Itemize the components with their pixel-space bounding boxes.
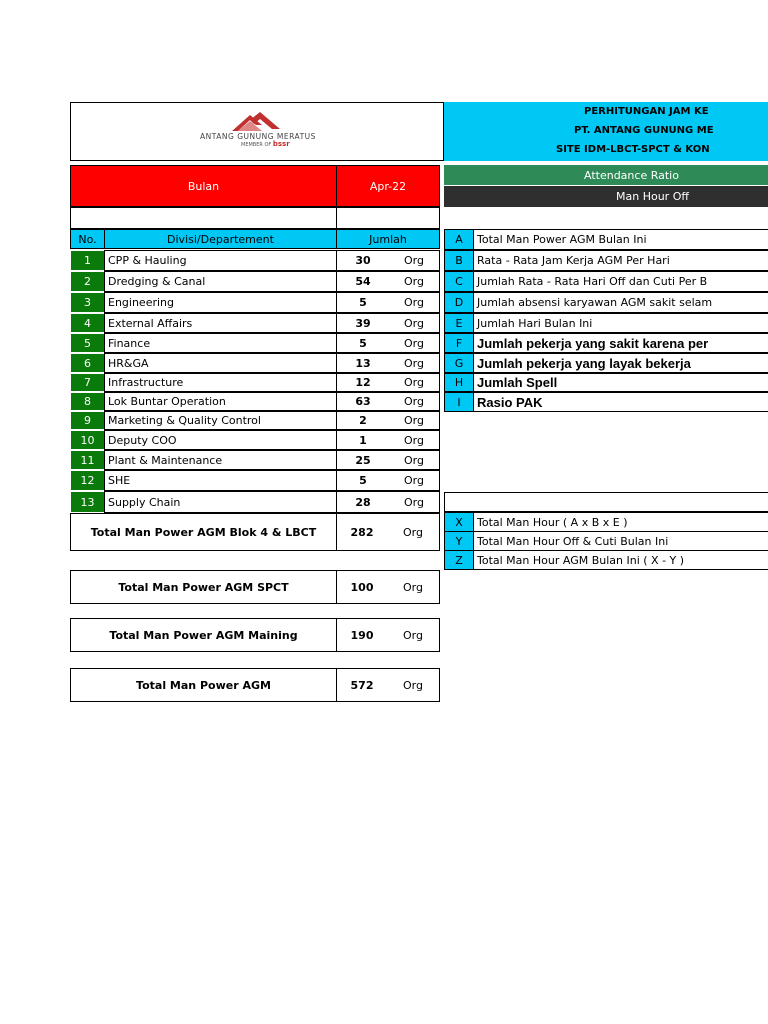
division-unit: Org <box>404 395 424 408</box>
division-name: Engineering <box>104 292 337 313</box>
division-count: 5 <box>359 296 367 309</box>
bulan-label: Bulan <box>70 165 337 207</box>
total-unit: Org <box>403 525 423 539</box>
division-count: 30 <box>355 254 371 267</box>
legend-text: Jumlah absensi karyawan AGM sakit selam <box>473 292 768 313</box>
division-name: SHE <box>104 470 337 491</box>
summary-value: 190 <box>350 628 374 642</box>
division-unit: Org <box>404 316 424 330</box>
division-unit: Org <box>404 453 424 467</box>
legend-key: Y <box>444 531 474 551</box>
row-number: 1 <box>70 250 105 271</box>
division-name: Lok Buntar Operation <box>104 392 337 411</box>
table-row-jumlah <box>336 491 440 513</box>
summary-label: Total Man Power AGM SPCT <box>71 571 337 603</box>
col-header-no: No. <box>70 229 105 249</box>
legend-text: Rata - Rata Jam Kerja AGM Per Hari <box>473 250 768 271</box>
row-number: 5 <box>70 333 105 353</box>
header-line-1: PERHITUNGAN JAM KE <box>584 106 709 117</box>
table-row-jumlah <box>336 250 440 271</box>
logo-cell <box>70 102 444 161</box>
summary-box <box>70 570 440 604</box>
division-count: 63 <box>355 395 371 408</box>
legend-text: Jumlah Spell <box>473 373 768 392</box>
division-unit: Org <box>404 495 424 509</box>
member-brand: bssr <box>272 140 290 148</box>
legend-key: I <box>444 392 474 412</box>
division-name: Marketing & Quality Control <box>104 411 337 430</box>
summary-unit: Org <box>403 678 423 692</box>
row-number: 6 <box>70 353 105 373</box>
summary-box <box>70 668 440 702</box>
division-unit: Org <box>404 336 424 350</box>
summary-label: Total Man Power AGM Maining <box>71 619 337 651</box>
bulan-value: Apr-22 <box>336 165 440 207</box>
division-count: 25 <box>355 453 371 467</box>
division-name: Deputy COO <box>104 430 337 450</box>
row-number: 9 <box>70 411 105 430</box>
legend-key: H <box>444 373 474 392</box>
table-row-jumlah <box>336 292 440 313</box>
legend-key: F <box>444 333 474 353</box>
legend-key: Z <box>444 550 474 570</box>
legend-text: Jumlah Hari Bulan Ini <box>473 313 768 333</box>
division-name: External Affairs <box>104 313 337 333</box>
legend-text: Rasio PAK <box>473 392 768 412</box>
header-line-2: PT. ANTANG GUNUNG ME <box>574 125 714 136</box>
row-number: 12 <box>70 470 105 491</box>
division-unit: Org <box>404 433 424 447</box>
division-unit: Org <box>404 414 424 427</box>
division-unit: Org <box>404 356 424 370</box>
table-row-jumlah <box>336 470 440 491</box>
table-row-jumlah <box>336 430 440 450</box>
legend-text: Jumlah Rata - Rata Hari Off dan Cuti Per B <box>473 271 768 292</box>
legend-key: B <box>444 250 474 271</box>
division-name: Infrastructure <box>104 373 337 392</box>
division-unit: Org <box>404 376 424 389</box>
legend-key: D <box>444 292 474 313</box>
table-row-jumlah <box>336 313 440 333</box>
col-header-jumlah: Jumlah <box>336 229 440 249</box>
table-row-jumlah <box>336 450 440 470</box>
legend-text: Jumlah pekerja yang sakit karena per <box>473 333 768 353</box>
division-name: Dredging & Canal <box>104 271 337 292</box>
division-count: 28 <box>355 495 371 509</box>
blank-row-right <box>336 207 440 229</box>
summary-box <box>70 618 440 652</box>
company-name: ANTANG GUNUNG MERATUS <box>200 131 316 141</box>
col-header-divisi: Divisi/Departement <box>104 229 337 249</box>
division-unit: Org <box>404 474 424 487</box>
summary-unit: Org <box>403 628 423 642</box>
table-row-jumlah <box>336 373 440 392</box>
summary-value: 572 <box>350 678 374 692</box>
division-name: Supply Chain <box>104 491 337 513</box>
division-count: 5 <box>359 474 367 487</box>
report-header <box>444 102 768 161</box>
division-unit: Org <box>404 296 424 309</box>
header-line-3: SITE IDM-LBCT-SPCT & KON <box>556 144 710 155</box>
table-row-jumlah <box>336 353 440 373</box>
total-label: Total Man Power AGM Blok 4 & LBCT <box>71 514 337 550</box>
total-value: 282 <box>350 525 374 539</box>
member-tagline <box>241 140 331 149</box>
division-count: 5 <box>359 336 367 350</box>
row-number: 8 <box>70 392 105 411</box>
summary-value: 100 <box>350 580 374 594</box>
division-name: HR&GA <box>104 353 337 373</box>
division-name: Plant & Maintenance <box>104 450 337 470</box>
legend-key: E <box>444 313 474 333</box>
legend-text: Total Man Hour AGM Bulan Ini ( X - Y ) <box>473 550 768 570</box>
division-count: 12 <box>355 376 371 389</box>
row-number: 11 <box>70 450 105 470</box>
division-name: Finance <box>104 333 337 353</box>
row-number: 7 <box>70 373 105 392</box>
row-number: 3 <box>70 292 105 313</box>
division-unit: Org <box>404 275 424 288</box>
division-count: 1 <box>359 433 367 447</box>
summary-unit: Org <box>403 580 423 594</box>
division-count: 2 <box>359 414 367 427</box>
row-number: 2 <box>70 271 105 292</box>
legend-text: Total Man Power AGM Bulan Ini <box>473 229 768 250</box>
table-row-jumlah <box>336 392 440 411</box>
man-hour-off-bar: Man Hour Off <box>444 186 768 207</box>
legend-text: Jumlah pekerja yang layak bekerja <box>473 353 768 373</box>
total-row <box>70 513 440 551</box>
division-count: 13 <box>355 356 371 370</box>
blank-row-left <box>70 207 337 229</box>
row-number: 4 <box>70 313 105 333</box>
table-row-jumlah <box>336 271 440 292</box>
legend-key: X <box>444 512 474 532</box>
division-count: 54 <box>355 275 371 288</box>
row-number: 10 <box>70 430 105 450</box>
legend-key: G <box>444 353 474 373</box>
summary-label: Total Man Power AGM <box>71 669 337 701</box>
legend-text: Total Man Hour ( A x B x E ) <box>473 512 768 532</box>
legend-key: C <box>444 271 474 292</box>
division-name: CPP & Hauling <box>104 250 337 271</box>
legend-key: A <box>444 229 474 250</box>
division-count: 39 <box>355 316 371 330</box>
division-unit: Org <box>404 254 424 267</box>
blank-right-cell <box>444 492 768 512</box>
member-of-text: MEMBER OF <box>241 142 272 148</box>
table-row-jumlah <box>336 333 440 353</box>
row-number: 13 <box>70 491 105 513</box>
legend-text: Total Man Hour Off & Cuti Bulan Ini <box>473 531 768 551</box>
table-row-jumlah <box>336 411 440 430</box>
attendance-ratio-bar: Attendance Ratio <box>444 165 768 185</box>
